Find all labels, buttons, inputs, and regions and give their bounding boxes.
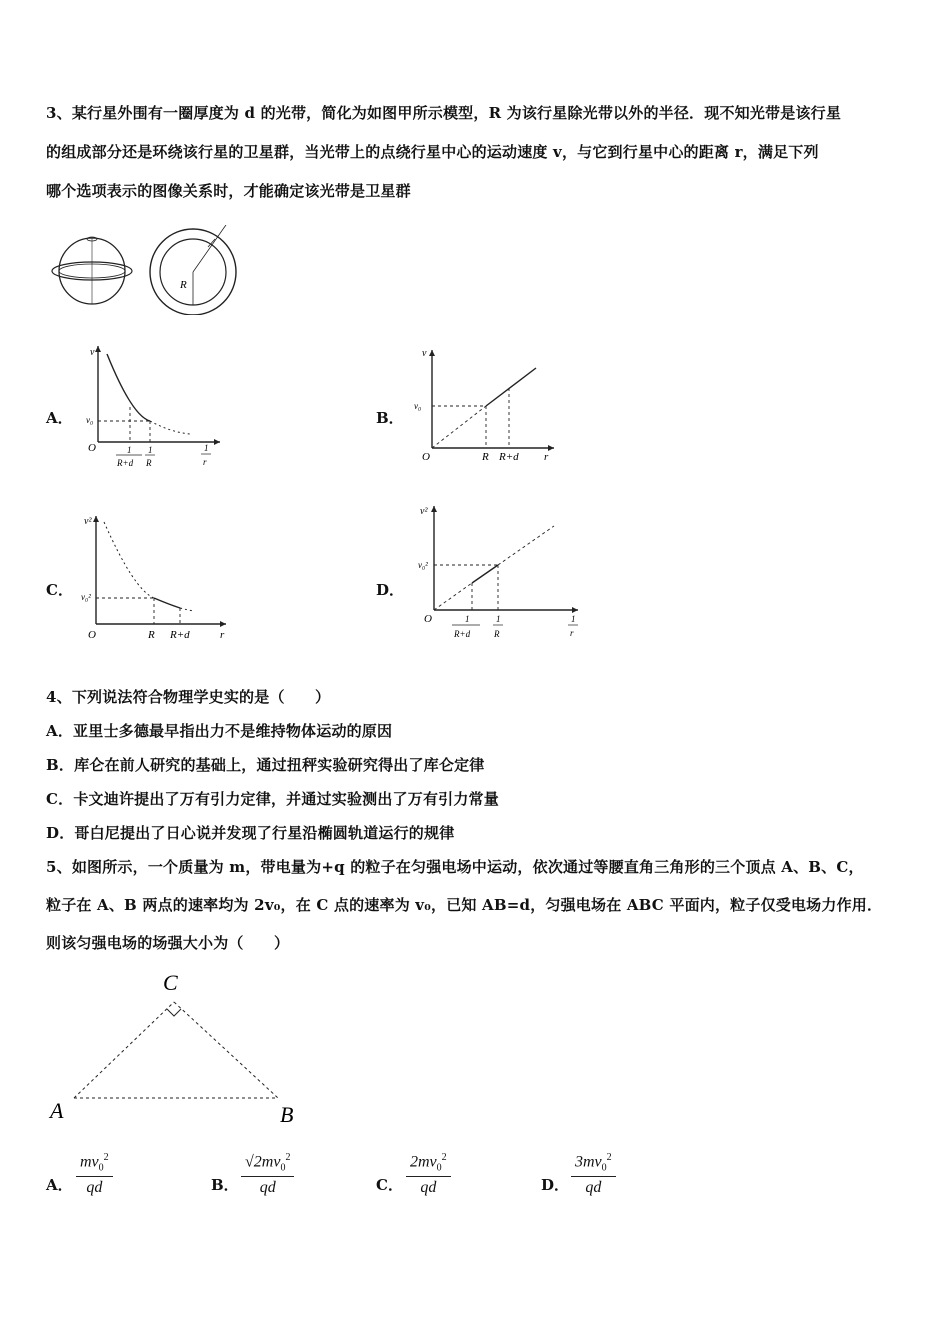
q4-stem: 4、下列说法符合物理学史实的是（ ） [46, 688, 331, 706]
q3-option-a-label: A． [46, 409, 73, 427]
q3-line-3: 哪个选项表示的图像关系时，才能确定该光带是卫星群 [46, 182, 411, 200]
triangle-figure [48, 962, 308, 1130]
q5-option-d-formula [571, 1152, 616, 1197]
q5-option-c-formula [406, 1152, 451, 1197]
axis-label-y: v² [420, 506, 428, 517]
side-cb [174, 1002, 278, 1098]
tick-label: R [482, 451, 489, 463]
planet-figure [48, 225, 248, 315]
q5-option-d-label: D． [541, 1176, 570, 1194]
graph-d [412, 500, 584, 646]
q5-line-3: 则该匀强电场的场强大小为（ ） [46, 934, 290, 952]
formula-den: qd [86, 1178, 103, 1196]
tick-label: R+d [499, 451, 519, 463]
formula-coef: √2 [245, 1153, 262, 1171]
q5-option-a-label: A． [46, 1176, 73, 1194]
formula-den: qd [585, 1178, 602, 1196]
tick-label: R [148, 629, 155, 641]
tick-den: R+d [454, 629, 471, 639]
formula-mv: mv [261, 1153, 281, 1171]
formula-coef: 3 [575, 1153, 583, 1171]
q5-line-2: 粒子在 A、B 两点的速率均为 2v₀，在 C 点的速率为 v₀，已知 AB=d，匀强电场在 ABC 平面内，粒子仅受电场力作用． [46, 896, 883, 914]
formula-mv: mv [418, 1153, 437, 1171]
q4-option-a: A．亚里士多德最早指出力不是维持物体运动的原因 [46, 722, 393, 740]
origin-label: O [88, 442, 96, 454]
origin-label: O [422, 451, 430, 463]
sup-2: 2 [606, 1152, 612, 1163]
q3-option-b-label: B． [376, 409, 404, 427]
vertex-b: B [280, 1102, 294, 1127]
q4-option-d: D．哥白尼提出了日心说并发现了行星沿椭圆轨道运行的规律 [46, 824, 455, 842]
formula-coef: 2 [410, 1153, 418, 1171]
sub-0: 0 [601, 1162, 607, 1174]
tick-den: R+d [117, 458, 134, 468]
sup-2: 2 [441, 1152, 447, 1163]
sub-0: 0 [280, 1162, 286, 1174]
q3-line-1: 3、某行星外围有一圈厚度为 d 的光带，简化为如图甲所示模型，R 为该行星除光带以外的半径．现不知光带是该行星 [46, 104, 842, 122]
sub-0: 0 [98, 1162, 104, 1174]
q4-option-b: B．库仑在前人研究的基础上，通过扭秤实验研究得出了库仑定律 [46, 756, 485, 774]
formula-mv: mv [80, 1153, 99, 1171]
origin-label: O [424, 613, 432, 625]
q3-line-2: 的组成部分还是环绕该行星的卫星群，当光带上的点绕行星中心的运动速度 v，与它到行星中心的距离 r，满足下列 [46, 143, 819, 161]
axis-label-y: v [90, 347, 95, 358]
tick-num: 1 [148, 445, 153, 455]
axis-mark-v0: v₀ [86, 415, 94, 425]
graph-a [84, 342, 224, 472]
axis-num: 1 [204, 443, 209, 453]
formula-mv: mv [583, 1153, 602, 1171]
q5-option-b-formula [241, 1152, 294, 1197]
vertex-c: C [163, 970, 178, 995]
q5-option-a-formula [76, 1152, 113, 1197]
tick-label: R+d [170, 629, 190, 641]
origin-label: O [88, 629, 96, 641]
formula-den: qd [420, 1178, 437, 1196]
graph-b [412, 342, 562, 468]
axis-mark-v0: v₀² [81, 592, 91, 602]
q5-line-1: 5、如图所示，一个质量为 m，带电量为+q 的粒子在匀强电场中运动，依次通过等腰直角三角形的三个顶点 A、B、C， [46, 858, 864, 876]
q5-option-c-label: C． [376, 1176, 403, 1194]
sup-2: 2 [103, 1152, 109, 1163]
sup-2: 2 [285, 1152, 291, 1163]
q4-option-c: C．卡文迪许提出了万有引力定律，并通过实验测出了万有引力常量 [46, 790, 499, 808]
graph-c [80, 510, 230, 646]
formula-den: qd [259, 1178, 276, 1196]
axis-label-y: v [422, 348, 427, 359]
ring-cross-section [150, 225, 236, 315]
tick-num: 1 [465, 614, 470, 624]
q5-option-b-label: B． [211, 1176, 239, 1194]
side-ac [74, 1002, 174, 1098]
axis-mark-v0: v₀² [418, 560, 428, 570]
axis-label-x: r [220, 629, 225, 641]
tick-num: 1 [496, 614, 501, 624]
planet-with-ring [52, 237, 132, 304]
q3-option-c-label: C． [46, 581, 73, 599]
vertex-a: A [50, 1098, 64, 1123]
axis-label-y: v² [84, 516, 92, 527]
tick-num: 1 [127, 445, 132, 455]
axis-num: 1 [571, 614, 576, 624]
axis-mark-v0: v₀ [414, 401, 422, 411]
axis-label-x: r [544, 451, 549, 463]
tick-den: R [494, 629, 500, 639]
tick-den: R [146, 458, 152, 468]
sub-0: 0 [436, 1162, 442, 1174]
axis-den: r [203, 457, 207, 467]
q3-option-d-label: D． [376, 581, 405, 599]
label-R: R [180, 279, 187, 291]
axis-den: r [570, 628, 574, 638]
right-angle-mark [167, 1009, 181, 1016]
